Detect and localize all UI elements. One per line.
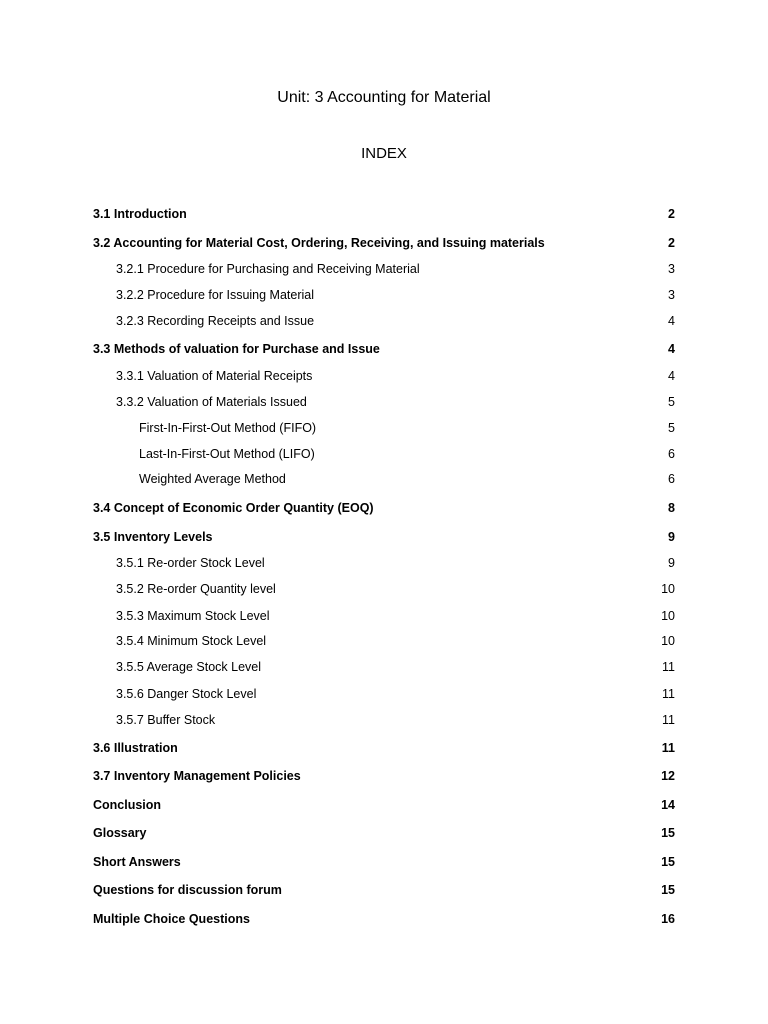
toc-entry — [93, 205, 675, 223]
toc-entry — [93, 554, 675, 572]
toc-entry — [93, 286, 675, 304]
toc-entry-page: 4 — [668, 314, 675, 328]
toc-entry-page: 16 — [661, 912, 675, 926]
toc-entry-page: 3 — [668, 288, 675, 302]
toc-entry-label: 3.2.1 Procedure for Purchasing and Receiving Material — [116, 262, 420, 276]
toc-entry-page: 2 — [668, 207, 675, 221]
toc-entry-label: Weighted Average Method — [139, 472, 286, 486]
toc-entry-label: 3.6 Illustration — [93, 741, 178, 755]
toc-entry-label: Last-In-First-Out Method (LIFO) — [139, 447, 315, 461]
toc-entry-label: 3.5.7 Buffer Stock — [116, 713, 216, 727]
toc-entry — [93, 445, 675, 463]
toc-entry-label: 3.7 Inventory Management Policies — [93, 769, 301, 783]
toc-entry — [93, 580, 675, 598]
toc-entry — [93, 658, 675, 676]
toc-entry-page: 15 — [661, 826, 675, 840]
toc-entry-page: 11 — [661, 741, 675, 755]
toc-entry — [93, 739, 675, 757]
toc-entry — [93, 499, 675, 517]
toc-entry — [93, 881, 675, 899]
toc-entry-page: 11 — [662, 687, 675, 701]
index-heading: INDEX — [361, 145, 407, 162]
toc-entry — [93, 685, 675, 703]
toc-entry-page: 11 — [662, 660, 675, 674]
toc-entry-label: Conclusion — [93, 798, 162, 812]
toc-entry-label: Multiple Choice Questions — [93, 912, 250, 926]
toc-entry-label: 3.2.2 Procedure for Issuing Material — [116, 288, 315, 302]
toc-entry-label: 3.3.1 Valuation of Material Receipts — [116, 369, 313, 383]
toc-entry-label: 3.3.2 Valuation of Materials Issued — [116, 395, 307, 409]
toc-entry-page: 5 — [668, 395, 675, 409]
toc-entry — [93, 711, 675, 729]
toc-entry-label: 3.5.3 Maximum Stock Level — [116, 609, 270, 623]
toc-entry — [93, 796, 675, 814]
toc-entry-label: 3.5 Inventory Levels — [93, 530, 213, 544]
toc-entry — [93, 393, 675, 411]
toc-entry-label: First-In-First-Out Method (FIFO) — [139, 421, 317, 435]
toc-entry — [93, 767, 675, 785]
toc-entry-page: 10 — [661, 582, 675, 596]
toc-entry-label: 3.5.5 Average Stock Level — [116, 660, 262, 674]
toc-entry-label: 3.1 Introduction — [93, 207, 187, 221]
toc-entry-page: 9 — [668, 556, 675, 570]
toc-entry — [93, 528, 675, 546]
toc-entry-page: 8 — [668, 501, 675, 515]
toc-entry — [93, 419, 675, 437]
toc-entry-label: 3.5.1 Re-order Stock Level — [116, 556, 265, 570]
toc-entry-page: 3 — [668, 262, 675, 276]
toc-entry-page: 10 — [661, 609, 675, 623]
toc-entry-page: 9 — [668, 530, 675, 544]
toc-entry — [93, 824, 675, 842]
toc-entry-label: 3.4 Concept of Economic Order Quantity (EOQ) — [93, 501, 374, 515]
toc-entry — [93, 367, 675, 385]
toc-entry-page: 11 — [662, 713, 675, 727]
toc-entry-label: 3.5.4 Minimum Stock Level — [116, 634, 267, 648]
toc-entry-page: 15 — [661, 855, 675, 869]
toc-entry — [93, 470, 675, 488]
toc-entry-label: 3.2.3 Recording Receipts and Issue — [116, 314, 315, 328]
toc-entry-page: 6 — [668, 447, 675, 461]
document-title: Unit: 3 Accounting for Material — [277, 89, 491, 106]
toc-entry — [93, 632, 675, 650]
toc-entry — [93, 234, 675, 252]
toc-entry-page: 5 — [668, 421, 675, 435]
toc-entry — [93, 260, 675, 278]
toc-entry-label: 3.2 Accounting for Material Cost, Ordering, Receiving, and Issuing materials — [93, 236, 545, 250]
toc-entry-page: 10 — [661, 634, 675, 648]
toc-entry-page: 6 — [668, 472, 675, 486]
toc-entry-page: 14 — [661, 798, 675, 812]
toc-entry — [93, 312, 675, 330]
toc-entry-page: 15 — [661, 883, 675, 897]
toc-entry-label: 3.5.2 Re-order Quantity level — [116, 582, 276, 596]
toc-entry-label: Questions for discussion forum — [93, 883, 282, 897]
toc-entry-label: Short Answers — [93, 855, 181, 869]
toc-entry-page: 2 — [668, 236, 675, 250]
toc-entry-label: Glossary — [93, 826, 147, 840]
toc-entry — [93, 910, 675, 928]
toc-entry — [93, 853, 675, 871]
toc-entry-page: 12 — [661, 769, 675, 783]
toc-entry-page: 4 — [668, 369, 675, 383]
toc-entry — [93, 340, 675, 358]
toc-entry — [93, 607, 675, 625]
toc-entry-label: 3.5.6 Danger Stock Level — [116, 687, 257, 701]
toc-entry-label: 3.3 Methods of valuation for Purchase and Issue — [93, 342, 380, 356]
toc-entry-page: 4 — [668, 342, 675, 356]
